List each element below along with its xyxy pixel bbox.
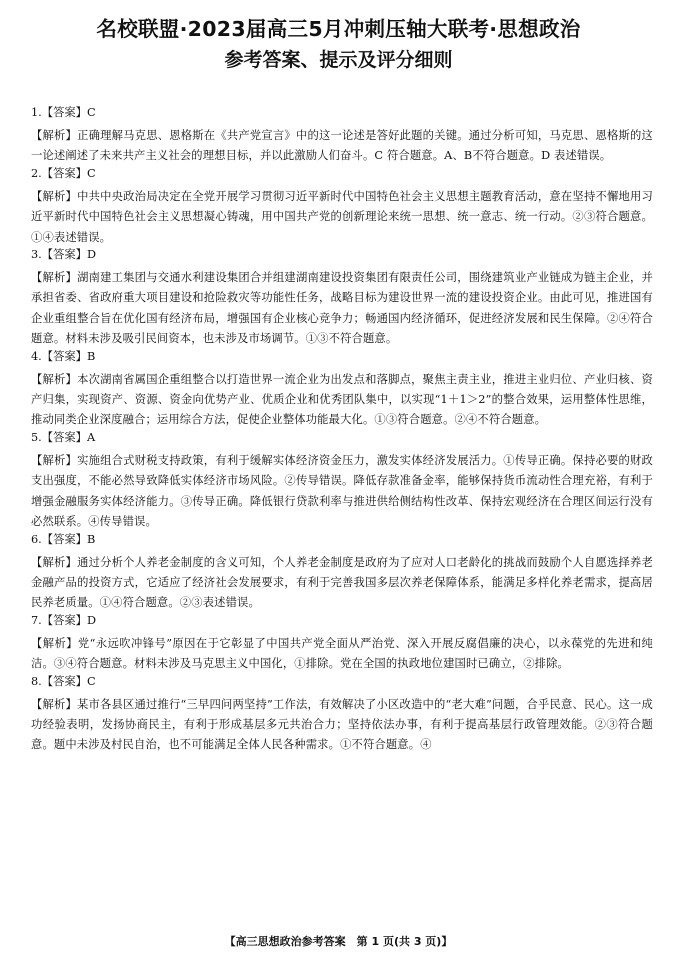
answer-line: 6.【答案】B xyxy=(31,532,96,546)
explanation-text: 【解析】正确理解马克思、恩格斯在《共产党宣言》中的这一论述是答好此题的关键。通过分析可知，马克思、恩格斯的这一论述阐述了未来共产主义社会的理想目标，并以此激励人们奋斗。C 符合题意。A、B不符合题意。D 表述错误。 xyxy=(31,129,653,163)
explanation-text: 【解析】中共中央政治局决定在全党开展学习贯彻习近平新时代中国特色社会主义思想主题教育活动，意在坚持不懈地用习近平新时代中国特色社会主义思想凝心铸魂，用中国共产党的创新理论来统一思想、统一意志、统一行动。②③符合题意。①④表述错误。 xyxy=(31,189,653,244)
page-title: 名校联盟·2023届高三5月冲刺压轴大联考·思想政治 xyxy=(96,17,581,41)
page-subtitle: 参考答案、提示及评分细则 xyxy=(224,49,453,71)
question-3 xyxy=(31,248,653,350)
question-2 xyxy=(31,167,653,248)
page-footer: 【高三思想政治参考答案 第 1 页(共 3 页)】 xyxy=(224,935,453,948)
answers-list xyxy=(31,106,653,756)
question-4 xyxy=(31,350,653,431)
answer-line: 7.【答案】D xyxy=(31,613,97,627)
question-8 xyxy=(31,675,653,756)
question-1 xyxy=(31,106,653,167)
question-6 xyxy=(31,533,653,614)
explanation-text: 【解析】通过分析个人养老金制度的含义可知，个人养老金制度是政府为了应对人口老龄化的挑战而鼓励个人自愿选择养老金融产品的投资方式，它适应了经济社会发展要求，有利于完善我国多层次养老保障体系，能满足多样化养老需求，提高居民养老质量。①④符合题意。②③表述错误。 xyxy=(31,555,653,610)
explanation-text: 【解析】湖南建工集团与交通水利建设集团合并组建湖南建设投资集团有限责任公司，围绕建筑业产业链成为链主企业，并承担省委、省政府重大项目建设和抢险救灾等功能性任务，战略目标为建设世界一流的建设投资企业。由此可见，推进国有企业重组整合旨在优化国有经济布局，增强国有企业核心竞争力；畅通国内经济循环，促进经济发展和民生保障。②④符合题意。材料未涉及吸引民间资本，也未涉及市场调节。①③不符合题意。 xyxy=(31,271,653,346)
explanation-text: 【解析】某市各县区通过推行“三早四问两坚持”工作法，有效解决了小区改造中的“老大难”问题，合乎民意、民心。这一成功经验表明，发扬协商民主，有利于形成基层多元共治合力；坚持依法办事，有利于提高基层行政管理效能。②③符合题意。题中未涉及村民自治，也不可能满足全体人民各种需求。①不符合题意。④ xyxy=(31,697,653,752)
question-7 xyxy=(31,614,653,675)
answer-line: 3.【答案】D xyxy=(31,248,97,262)
explanation-text: 【解析】实施组合式财税支持政策，有利于缓解实体经济资金压力，激发实体经济发展活力。①传导正确。保持必要的财政支出强度，不能必然导致降低实体经济市场风险。②传导错误。降低存款准备金率，能够保持货币流动性合理充裕，有利于增强金融服务实体经济能力。③传导正确。降低银行贷款利率与推进供给侧结构性改革、保持宏观经济在合理区间运行没有必然联系。④传导错误。 xyxy=(31,453,653,529)
answer-line: 8.【答案】C xyxy=(31,674,96,688)
answer-line: 1.【答案】C xyxy=(31,106,96,119)
question-5 xyxy=(31,431,653,533)
explanation-text: 【解析】党“永远吹冲锋号”原因在于它彰显了中国共产党全面从严治党、深入开展反腐倡廉的决心，以永葆党的先进和纯洁。③④符合题意。材料未涉及马克思主义中国化，①排除。党在全国的执政地位建国时已确立，②排除。 xyxy=(31,636,653,671)
explanation-text: 【解析】本次湖南省属国企重组整合以打造世界一流企业为出发点和落脚点，聚焦主责主业，推进主业归位、产业归核、资产归集，实现资产、资源、资金向优势产业、优质企业和优秀团队集中，以实现“1＋1＞2”的整合效果，运用整体性思维，推动同类企业深度融合；运用综合方法，促使企业整体功能最大化。①③符合题意。②④不符合题意。 xyxy=(31,372,653,427)
answer-line: 4.【答案】B xyxy=(31,349,96,363)
answer-line: 2.【答案】C xyxy=(31,166,96,180)
answer-line: 5.【答案】A xyxy=(31,430,96,444)
